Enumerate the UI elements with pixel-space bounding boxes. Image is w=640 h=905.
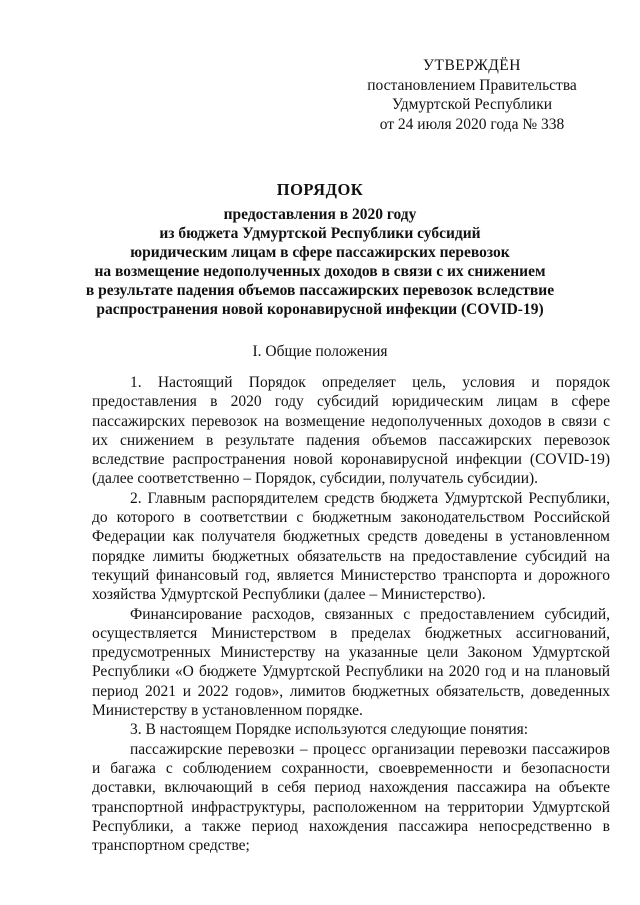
title-line: из бюджета Удмуртской Республики субсидий — [159, 225, 481, 242]
paragraph: 2. Главным распорядителем средств бюджета Удмуртской Республики, до которого в соответствии с бюджетным законодательством Российской Федерации как получателя бюджетных средств доведены в установленном порядке лимиты бюджетных обязательств на предоставление субсидий на текущий финансовый год, является Министерство транспорта и дорожного хозяйства Удмуртской Республики (далее – Министерство). — [92, 489, 610, 604]
document-title — [60, 180, 580, 319]
approval-line: Удмуртской Республики — [391, 96, 553, 113]
approval-date-line: от 24 июля 2020 года № 338 — [379, 115, 565, 133]
title-line: предоставления в 2020 году — [223, 206, 417, 223]
paragraph: пассажирские перевозки – процесс организации перевозки пассажиров и багажа с соблюдением сохранности, своевременности и безопасности доставки, включающий в себя период нахождения пассажира на объекте транспортной инфраструктуры, расположенном на территории Удмуртской Республики, а также период нахождения пассажира непосредственно в транспортном средстве; — [92, 740, 610, 855]
title-line: в результате падения объемов пассажирских перевозок вследствие — [85, 282, 555, 299]
title-heading: ПОРЯДОК — [276, 180, 364, 199]
document-body — [92, 373, 610, 855]
paragraph: 3. В настоящем Порядке используются следующие понятия: — [130, 721, 529, 739]
section-heading: I. Общие положения — [252, 343, 388, 360]
approval-stamp: УТВЕРЖДЁН — [423, 57, 521, 74]
paragraph: Финансирование расходов, связанных с предоставлением субсидий, осуществляется Министерством в пределах бюджетных ассигнований, предусмотренных Министерству на указанные цели Законом Удмуртской Республики «О бюджете Удмуртской Республики на 2020 год и на плановый период 2021 и 2022 годов», лимитов бюджетных обязательств, доведенных Министерству в установленном порядке. — [92, 605, 610, 720]
paragraph: 1. Настоящий Порядок определяет цель, условия и порядок предоставления в 2020 году субсидий юридическим лицам в сфере пассажирских перевозок на возмещение недополученных доходов в связи с их снижением в результате падения объемов пассажирских перевозок вследствие распространения новой коронавирусной инфекции (COVID-19) (далее соответственно – Порядок, субсидии, получатель субсидии). — [92, 374, 610, 488]
approval-block — [357, 56, 587, 134]
approval-line: постановлением Правительства — [367, 76, 577, 94]
title-line: распространения новой коронавирусной инфекции (COVID-19) — [96, 301, 544, 318]
title-line: юридическим лицам в сфере пассажирских перевозок — [130, 244, 510, 261]
title-line: на возмещение недополученных доходов в связи с их снижением — [94, 263, 546, 280]
